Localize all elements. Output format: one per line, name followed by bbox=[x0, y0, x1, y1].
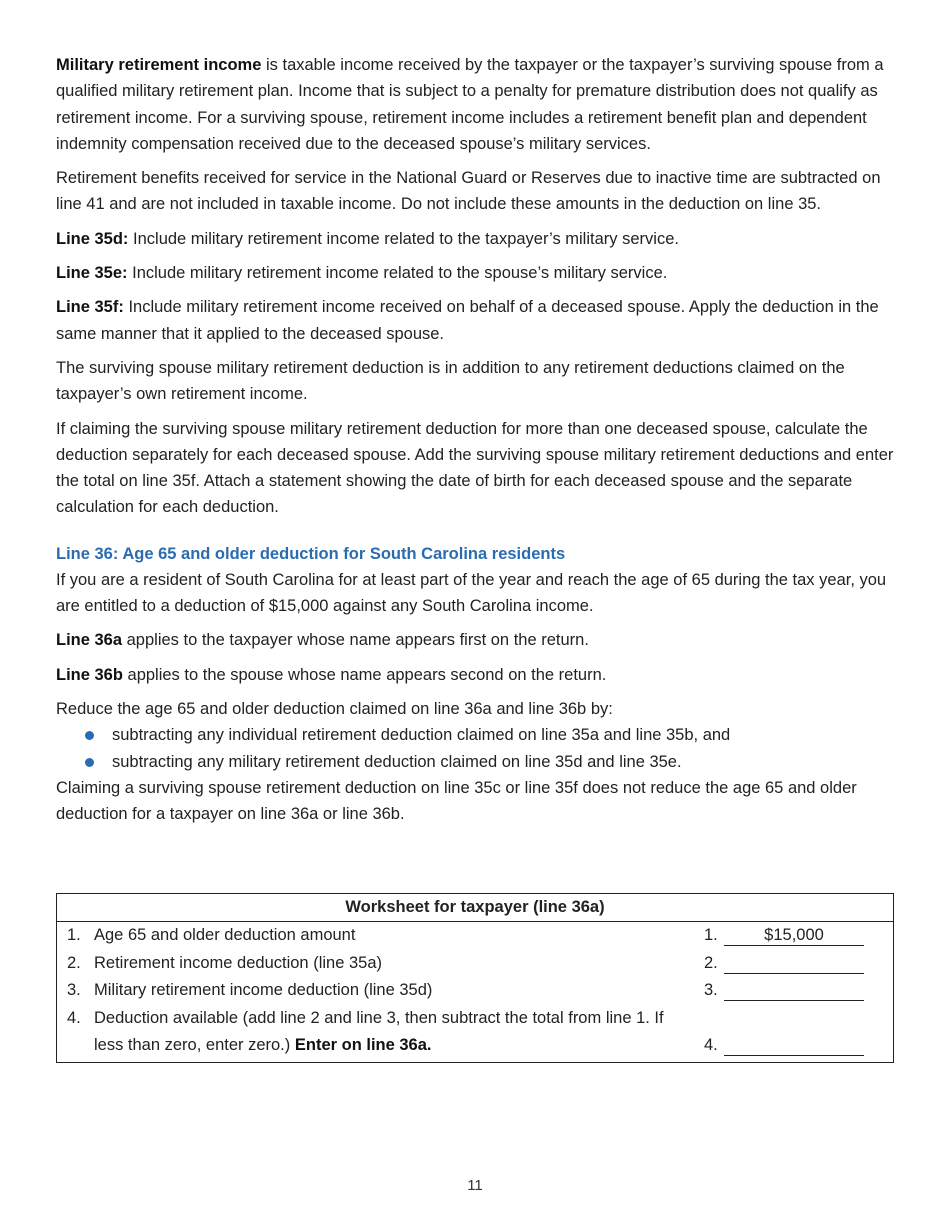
list-item-text: subtracting any military retirement deduction claimed on line 35d and line 35e. bbox=[112, 752, 682, 771]
bullet-icon bbox=[85, 758, 94, 767]
bullet-icon bbox=[85, 731, 94, 740]
line35e-paragraph bbox=[56, 260, 896, 286]
line35d-paragraph bbox=[56, 226, 896, 252]
line-number: 3. bbox=[704, 981, 718, 999]
list-item-text: subtracting any individual retirement deduction claimed on line 35a and line 35b, and bbox=[112, 726, 731, 745]
amount-field-line-4[interactable] bbox=[724, 1035, 864, 1056]
line36a-paragraph bbox=[56, 627, 896, 653]
military-income-term: Military retirement income bbox=[56, 56, 262, 74]
section-36-heading: Line 36: Age 65 and older deduction for South Carolina residents bbox=[56, 544, 566, 563]
line36a-text: applies to the taxpayer whose name appears first on the return. bbox=[122, 631, 589, 650]
line36b-paragraph bbox=[56, 662, 896, 688]
page-content bbox=[56, 52, 896, 835]
worksheet-row bbox=[57, 977, 893, 1005]
line36b-label: Line 36b bbox=[56, 665, 123, 684]
claiming-note: Claiming a surviving spouse retirement deduction on line 35c or line 35f does not reduce the age 65 and older deduction for a taxpayer on line 36a or line 36b. bbox=[56, 778, 857, 824]
row-description: Military retirement income deduction (line 35d) bbox=[94, 981, 433, 999]
reduce-intro: Reduce the age 65 and older deduction claimed on line 36a and line 36b by: bbox=[56, 699, 613, 718]
line35d-text: Include military retirement income related to the taxpayer’s military service. bbox=[128, 229, 679, 248]
list-item bbox=[56, 722, 896, 748]
reduce-list bbox=[56, 722, 896, 775]
row-number: 3. bbox=[67, 981, 81, 999]
line36b-text: applies to the spouse whose name appears second on the return. bbox=[122, 665, 607, 684]
line35f-paragraph bbox=[56, 294, 896, 347]
amount-field-line-3[interactable] bbox=[724, 980, 864, 1001]
line35f-text: Include military retirement income received on behalf of a deceased spouse. Apply the deduction in the same manner that it applied to the deceased spouse. bbox=[56, 298, 879, 343]
military-income-paragraph bbox=[56, 52, 896, 157]
line-number: 4. bbox=[704, 1036, 718, 1054]
row-description: Retirement income deduction (line 35a) bbox=[94, 953, 382, 972]
row-number: 4. bbox=[67, 1008, 81, 1027]
section-36-intro: If you are a resident of South Carolina for at least part of the year and reach the age of 65 during the tax year, you are entitled to a deduction of $15,000 against any South Carolina income. bbox=[56, 570, 887, 616]
line35f-label: Line 35f: bbox=[56, 298, 124, 317]
amount-field-line-1[interactable]: $15,000 bbox=[724, 925, 864, 946]
row-description-emphasis: Enter on line 36a. bbox=[294, 1036, 432, 1054]
worksheet-row bbox=[57, 950, 893, 978]
row-description: Age 65 and older deduction amount bbox=[94, 926, 356, 944]
worksheet-row bbox=[57, 1005, 893, 1060]
line36a-label: Line 36a bbox=[56, 631, 123, 650]
line-number: 1. bbox=[704, 926, 718, 944]
line35e-text: Include military retirement income related to the spouse’s military service. bbox=[127, 264, 668, 283]
surviving-addition-paragraph: The surviving spouse military retirement deduction is in addition to any retirement deductions claimed on the taxpayer’s own retirement income. bbox=[56, 358, 845, 404]
row-description bbox=[94, 1005, 674, 1060]
row-number: 2. bbox=[67, 953, 81, 972]
national-guard-paragraph: Retirement benefits received for service in the National Guard or Reserves due to inactive time are subtracted on line 41 and are not included in taxable income. Do not include these amounts in the deduction on line 35. bbox=[56, 169, 881, 214]
military-income-text: is taxable income received by the taxpayer or the taxpayer’s surviving spouse from a qualified military retirement plan. Income that is subject to a penalty for premature distribution does not qualify as retirement income. For a surviving spouse, retirement income includes a retirement benefit plan and dependent indemnity compensation received due to the deceased spouse’s military services. bbox=[56, 56, 884, 153]
list-item bbox=[56, 749, 896, 775]
worksheet-title: Worksheet for taxpayer (line 36a) bbox=[57, 894, 893, 922]
line-number: 2. bbox=[704, 953, 718, 972]
line35e-label: Line 35e: bbox=[56, 264, 128, 283]
line35d-label: Line 35d: bbox=[56, 229, 129, 248]
multiple-spouses-paragraph: If claiming the surviving spouse military retirement deduction for more than one deceased spouse, calculate the deduction separately for each deceased spouse. Add the surviving spouse military retirement deductions and enter the total on line 35f. Attach a statement showing the date of birth for each deceased spouse and the separate calculation for each deduction. bbox=[56, 419, 894, 517]
amount-field-line-2[interactable] bbox=[724, 953, 864, 974]
row-description-text: Deduction available (add line 2 and line 3, then subtract the total from line 1. If less than zero, enter zero.) bbox=[94, 1008, 664, 1054]
page-number: 11 bbox=[467, 1177, 483, 1194]
row-number: 1. bbox=[67, 926, 81, 944]
worksheet-row bbox=[57, 922, 893, 950]
worksheet-table bbox=[56, 893, 894, 1063]
